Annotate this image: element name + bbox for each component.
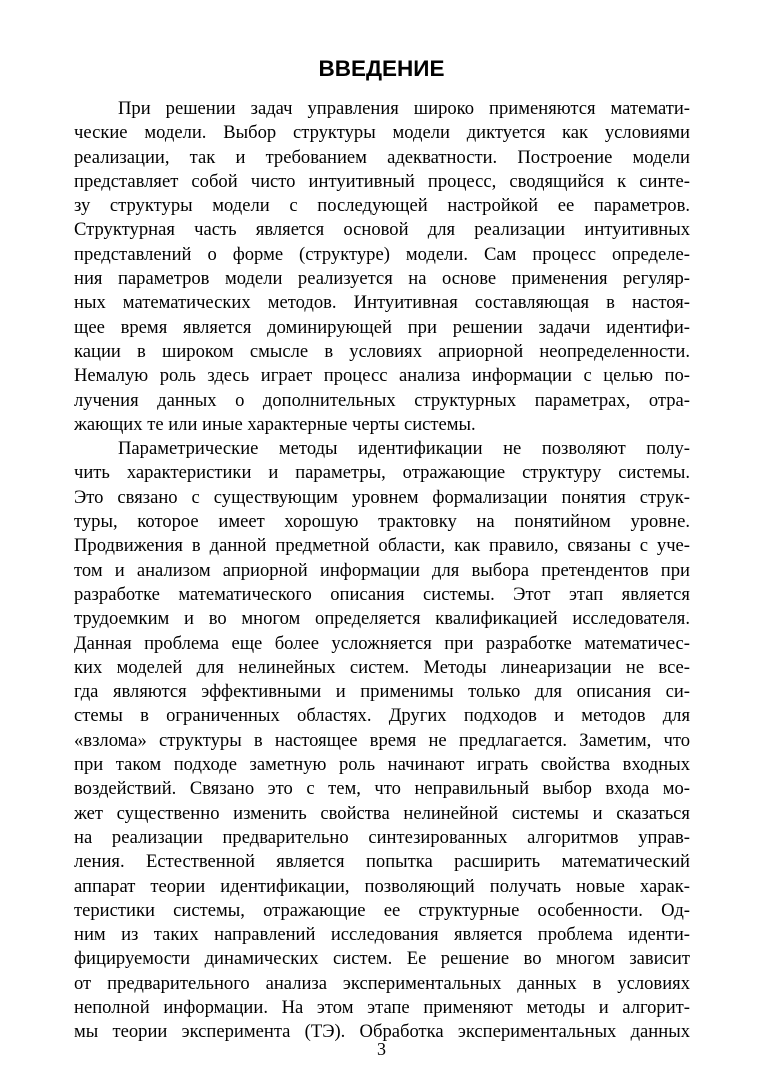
text-line: стемы в ограниченных областях. Других подходов и методов для [74, 705, 690, 727]
text-line: Это связано с существующим уровнем формализации понятия струк- [74, 486, 690, 508]
text-line: жет существенно изменить свойства нелинейной системы и сказаться [74, 802, 690, 824]
paragraph-2 [74, 437, 690, 1044]
text-line: мы теории эксперимента (ТЭ). Обработка экспериментальных данных [74, 1021, 690, 1043]
text-line: фицируемости динамических систем. Ее решение во многом зависит [74, 948, 690, 970]
text-line: при таком подходе заметную роль начинают играть свойства входных [74, 754, 690, 776]
text-line: щее время является доминирующей при решении задачи идентифи- [74, 316, 690, 338]
text-line: ним из таких направлений исследования является проблема иденти- [74, 924, 690, 946]
text-line: Структурная часть является основой для реализации интуитивных [74, 219, 690, 241]
text-line: ческие модели. Выбор структуры модели диктуется как условиями [74, 122, 690, 144]
text-line: ния параметров модели реализуется на основе применения регуляр- [74, 268, 690, 290]
page-title: ВВЕДЕНИЕ [318, 56, 445, 81]
text-line: неполной информации. На этом этапе применяют методы и алгорит- [74, 996, 690, 1018]
text-line: «взлома» структуры в настоящее время не предлагается. Заметим, что [74, 729, 690, 751]
text-line: представляет собой чисто интуитивный процесс, сводящийся к синте- [74, 170, 690, 192]
text-line: на реализации предварительно синтезированных алгоритмов управ- [74, 826, 690, 848]
text-line: реализации, так и требованием адекватности. Построение модели [74, 146, 690, 168]
text-line: Продвижения в данной предметной области, как правило, связаны с уче- [74, 535, 690, 557]
text-line: Немалую роль здесь играет процесс анализа информации с целью по- [74, 365, 690, 387]
page-number: 3 [377, 1039, 386, 1059]
text-line: Параметрические методы идентификации не позволяют полу- [118, 438, 690, 460]
text-line: аппарат теории идентификации, позволяющий получать новые харак- [74, 875, 690, 897]
text-line: ных математических методов. Интуитивная составляющая в настоя- [74, 292, 690, 314]
text-line: туры, которое имеет хорошую трактовку на понятийном уровне. [74, 511, 690, 533]
text-line: представлений о форме (структуре) модели. Сам процесс определе- [74, 243, 690, 265]
text-line: воздействий. Связано это с тем, что неправильный выбор входа мо- [74, 778, 690, 800]
body-text [74, 97, 690, 1045]
text-line: кации в широком смысле в условиях априорной неопределенности. [74, 340, 690, 362]
text-line: гда являются эффективными и применимы только для описания си- [74, 681, 690, 703]
text-line: жающих те или иные характерные черты системы. [74, 413, 476, 435]
text-line: трудоемким и во многом определяется квалификацией исследователя. [74, 608, 690, 630]
text-line: разработке математического описания системы. Этот этап является [74, 583, 690, 605]
text-line: чить характеристики и параметры, отражающие структуру системы. [74, 462, 690, 484]
paragraph-1 [74, 97, 690, 437]
text-line: теристики системы, отражающие ее структурные особенности. Од- [74, 899, 690, 921]
text-line: Данная проблема еще более усложняется при разработке математичес- [74, 632, 690, 654]
text-line: от предварительного анализа экспериментальных данных в условиях [74, 972, 690, 994]
text-line: ления. Естественной является попытка расширить математический [74, 851, 690, 873]
text-line: зу структуры модели с последующей настройкой ее параметров. [74, 195, 690, 217]
text-line: том и анализом априорной информации для выбора претендентов при [74, 559, 690, 581]
text-line: ких моделей для нелинейных систем. Методы линеаризации не все- [74, 656, 690, 678]
text-line: лучения данных о дополнительных структурных параметрах, отра- [74, 389, 690, 411]
text-line: При решении задач управления широко применяются математи- [118, 98, 690, 119]
